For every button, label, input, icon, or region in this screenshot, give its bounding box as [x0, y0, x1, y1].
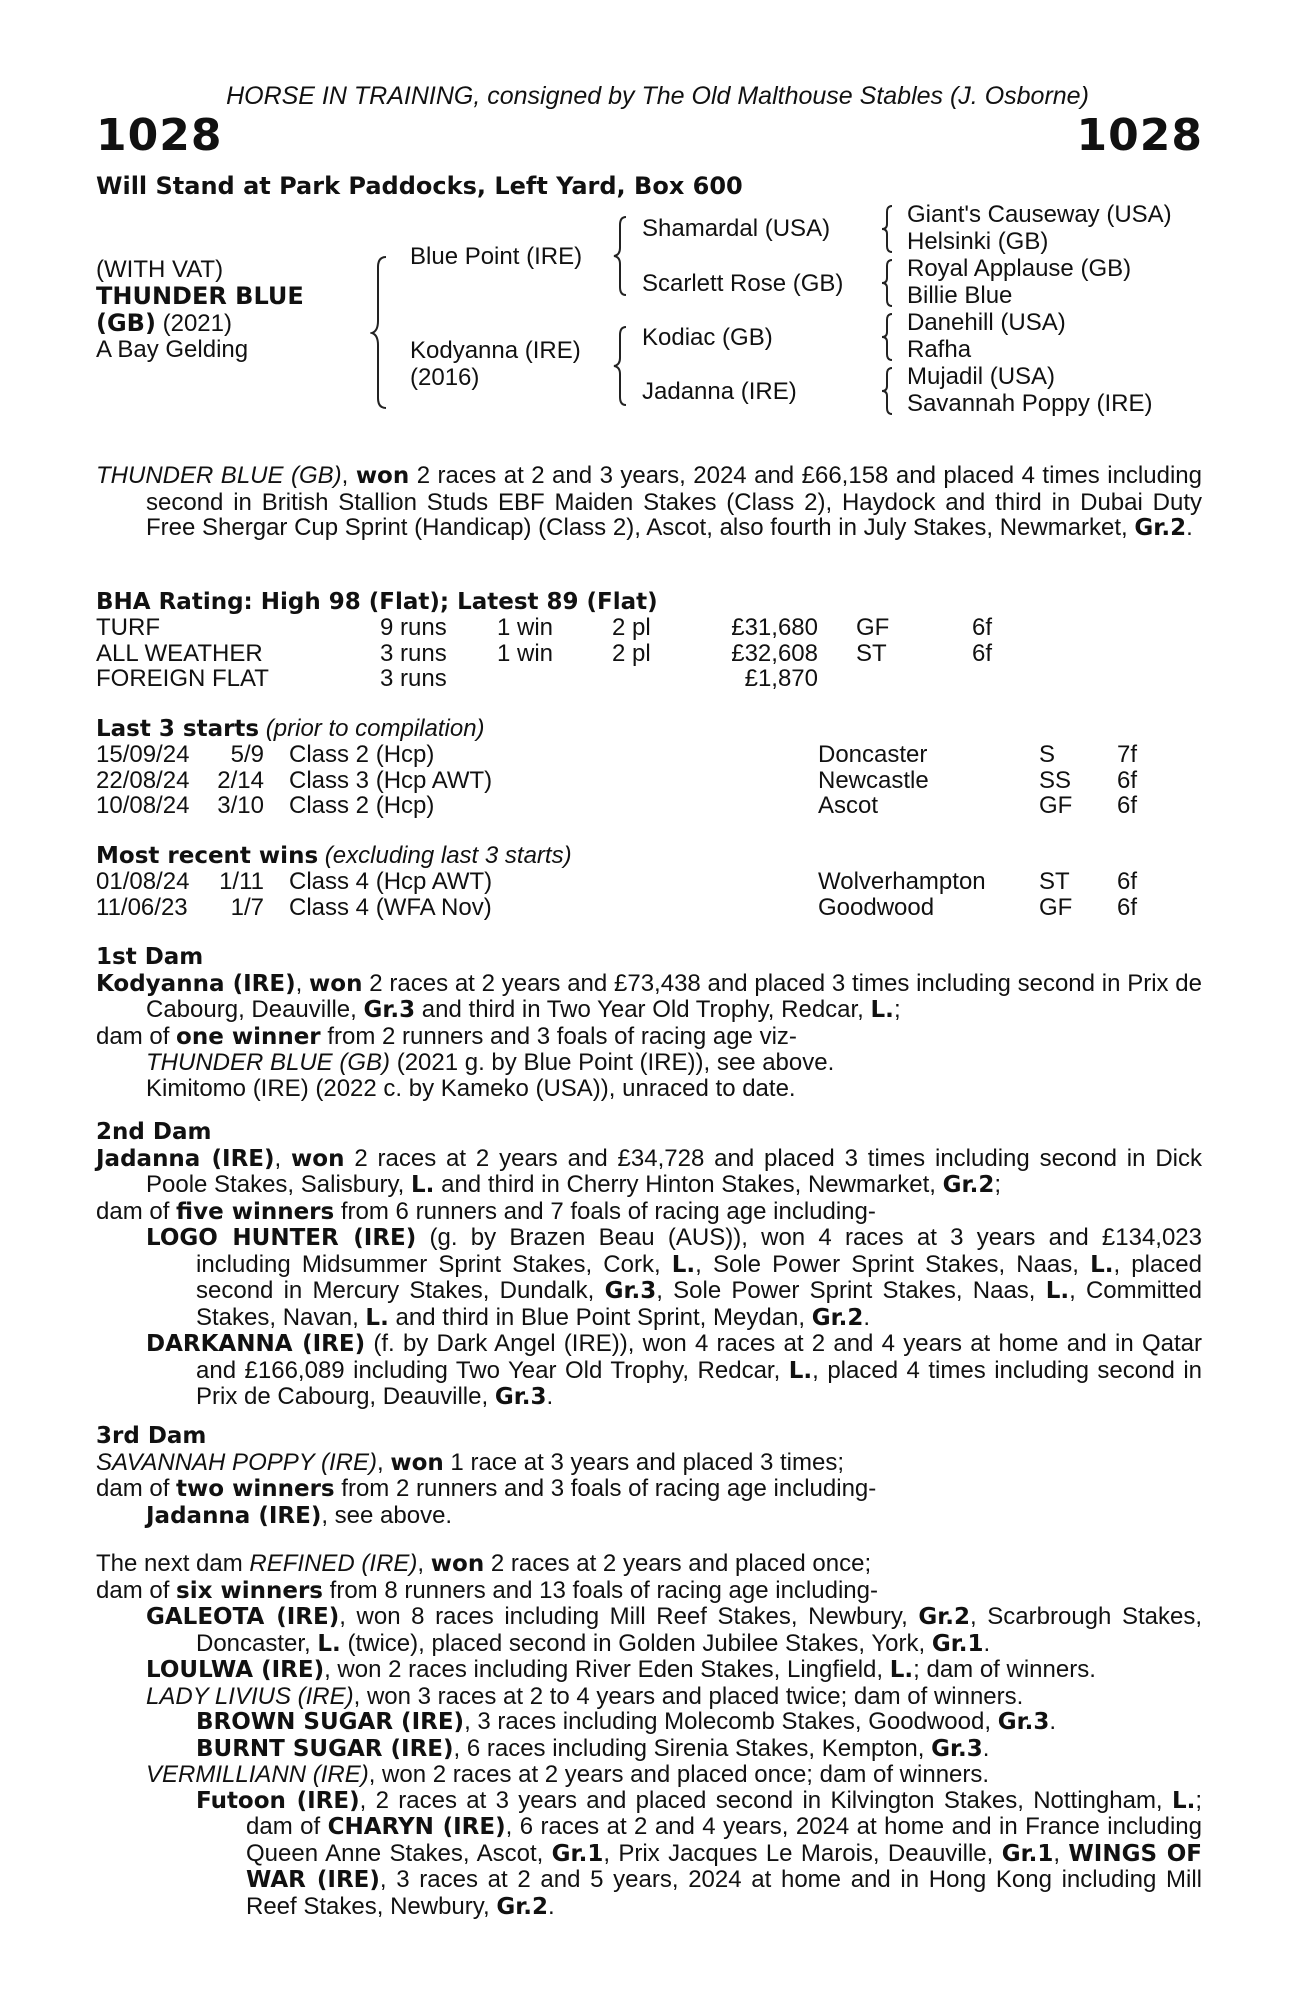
bha-rating-title: BHA Rating: High 98 (Flat); Latest 89 (Flat) — [96, 589, 658, 615]
futoon-name: Futoon (IRE) — [196, 1787, 360, 1814]
pedigree-brace-ds — [880, 312, 894, 362]
brown-sugar-a: , 3 races including Molecomb Stakes, Goodwood, — [464, 1708, 998, 1735]
cell-prize: £32,608 — [731, 639, 818, 667]
futoon-g1: L. — [1171, 1787, 1196, 1814]
next-dam-name: REFINED (IRE) — [249, 1550, 418, 1577]
cell-going: ST — [1039, 868, 1070, 895]
logo-hunter-g1: L. — [671, 1251, 696, 1278]
cell-runs: 3 runs — [380, 639, 447, 667]
pedigree-brace-ss — [880, 204, 894, 254]
first-dam-title: 1st Dam — [96, 944, 204, 970]
pedigree-dss: Danehill (USA) — [907, 309, 1066, 336]
table-row — [0, 792, 1315, 818]
table-row — [0, 767, 1315, 793]
first-dam-section — [96, 945, 1202, 1101]
burnt-sugar-name: BURNT SUGAR (IRE) — [196, 1735, 454, 1762]
last3-subtitle: (prior to compilation) — [259, 715, 485, 742]
dam2-text-b: 2 races at 2 years and £34,728 and placed 3 times including second in Dick Poole Stakes, Salisbury, — [146, 1144, 1202, 1198]
dam1-text-d: ; — [893, 996, 901, 1023]
darkanna-g1: L. — [788, 1357, 813, 1384]
dam2-text-d: ; — [994, 1171, 1002, 1198]
next-dam-intro: The next dam — [96, 1550, 250, 1577]
next-dam-section — [96, 1551, 1202, 1920]
darkanna-name: DARKANNA (IRE) — [146, 1331, 366, 1357]
logo-hunter-g3: Gr.3 — [604, 1278, 657, 1304]
pedigree-brace-dd — [880, 366, 894, 416]
logo-hunter-g2: L. — [1090, 1251, 1114, 1278]
cell-course: Doncaster — [818, 741, 928, 768]
cell-going: GF — [1039, 893, 1073, 921]
pedigree-ds: Kodiac (GB) — [642, 324, 773, 351]
pedigree-sds: Royal Applause (GB) — [907, 255, 1132, 282]
next-dam-damof: dam of — [96, 1576, 177, 1604]
darkanna-end: . — [546, 1383, 554, 1410]
second-dam-section — [96, 1120, 1202, 1411]
loulwa-name: LOULWA (IRE) — [146, 1657, 325, 1683]
dam3-offspring-text: , see above. — [321, 1501, 453, 1529]
cell-pos: 1/7 — [230, 893, 264, 921]
cell-dist: 7f — [1117, 741, 1138, 768]
cell-class: Class 2 (Hcp) — [289, 741, 435, 768]
brown-sugar-end: . — [1049, 1708, 1057, 1735]
pedigree-dsd: Rafha — [907, 336, 972, 363]
dam2-grade2: Gr.2 — [942, 1172, 995, 1198]
cell-course: Wolverhampton — [818, 868, 986, 895]
cell-course: Goodwood — [818, 893, 935, 921]
summary-won: won — [355, 463, 410, 489]
dam1-offspring1-name: THUNDER BLUE (GB) — [146, 1049, 391, 1076]
cell-pl: 2 pl — [612, 639, 651, 667]
dam1-runners: from 2 runners and 3 foals of racing age viz- — [320, 1022, 797, 1050]
cell-class: Class 4 (WFA Nov) — [289, 893, 492, 921]
burnt-sugar-a: , 6 races including Sirenia Stakes, Kempton, — [453, 1734, 932, 1762]
dam1-won: won — [309, 970, 363, 997]
pedigree-brace-sire — [612, 215, 628, 297]
table-row — [0, 614, 1315, 640]
table-row — [0, 741, 1315, 767]
cell-surface: ALL WEATHER — [96, 639, 263, 667]
dam3-offspring-name: Jadanna (IRE) — [146, 1502, 322, 1529]
cell-going: GF — [1039, 792, 1073, 819]
loulwa-a: , won 2 races including River Eden Stakes, Lingfield, — [324, 1656, 890, 1683]
next-dam-comma: , — [417, 1550, 431, 1577]
pedigree-dam: Kodyanna (IRE) — [410, 337, 581, 364]
pedigree-brace-dam — [612, 325, 628, 407]
cell-surface: FOREIGN FLAT — [96, 665, 269, 692]
dam1-name: Kodyanna (IRE) — [96, 970, 296, 997]
futoon-g3: Gr.1 — [1001, 1840, 1054, 1867]
next-dam-text: 2 races at 2 years and placed once; — [484, 1550, 872, 1577]
pedigree-ddd: Savannah Poppy (IRE) — [907, 390, 1153, 417]
third-dam-section — [96, 1424, 1202, 1529]
futoon-b: ; dam of — [246, 1786, 1203, 1840]
futoon-end: . — [548, 1892, 555, 1920]
darkanna-a: (f. by Dark Angel (IRE)), won 4 races at 2 and 4 years at home and in Qatar and £166,089 including Two Year Old Trophy, Redcar, — [196, 1330, 1202, 1384]
futoon-c: , 6 races at 2 and 4 years, 2024 at home and in France including Queen Anne Stakes, Ascot, — [246, 1813, 1202, 1867]
cell-pos: 2/14 — [217, 766, 264, 794]
charyn-name: CHARYN (IRE) — [327, 1814, 506, 1840]
logo-hunter-g4: L. — [1045, 1278, 1070, 1304]
lot-number-left: 1028 — [96, 110, 223, 161]
cell-dist: 6f — [1117, 766, 1138, 794]
pedigree-ss: Shamardal (USA) — [642, 215, 831, 242]
galeota-g2: L. — [317, 1630, 341, 1657]
stand-location: Will Stand at Park Paddocks, Left Yard, Box 600 — [96, 172, 743, 200]
logo-hunter-e: , Committed Stakes, Navan, — [196, 1277, 1202, 1331]
pedigree-sss: Giant's Causeway (USA) — [907, 201, 1172, 228]
second-dam-title: 2nd Dam — [96, 1119, 212, 1145]
vermilliann-name: VERMILLIANN (IRE) — [146, 1761, 369, 1788]
last3-title: Last 3 starts — [96, 716, 260, 742]
pedigree-ssd: Helsinki (GB) — [907, 228, 1049, 255]
brown-sugar-g1: Gr.3 — [997, 1709, 1050, 1735]
logo-hunter-c: , placed second in Mercury Stakes, Dundalk, — [196, 1250, 1202, 1304]
futoon-a: , 2 races at 3 years and placed second in Kilvington Stakes, Nottingham, — [359, 1786, 1172, 1814]
dam2-damof: dam of — [96, 1197, 177, 1225]
pedigree-brace-main — [370, 255, 390, 410]
dam3-text-b: 1 race at 3 years and placed 3 times; — [443, 1448, 844, 1476]
cell-pos: 3/10 — [217, 792, 264, 819]
galeota-b: , Scarbrough Stakes, Doncaster, — [196, 1603, 1202, 1657]
summary-text: 2 races at 2 and 3 years, 2024 and £66,158 and placed 4 times including second in British Stallion Studs EBF Maiden Stakes (Class 2), Haydock and third in Dubai Duty Free Shergar Cup Sprint (Handicap) (Class 2), Ascot, also fourth in July Stakes, Newmarket, — [146, 462, 1202, 541]
pedigree-sd: Scarlett Rose (GB) — [642, 270, 844, 297]
table-row — [0, 665, 1315, 691]
dam1-offspring1-text: (2021 g. by Blue Point (IRE)), see above. — [390, 1049, 835, 1076]
dam2-won: won — [291, 1145, 345, 1172]
cell-dist: 6f — [972, 639, 993, 667]
logo-hunter-b: , Sole Power Sprint Stakes, Naas, — [695, 1250, 1091, 1278]
next-dam-won: won — [430, 1551, 485, 1577]
dam1-text-a: , — [295, 969, 310, 997]
dam2-name: Jadanna (IRE) — [96, 1145, 275, 1172]
cell-class: Class 2 (Hcp) — [289, 792, 435, 819]
futoon-e: , — [1053, 1839, 1069, 1867]
galeota-g3: Gr.1 — [931, 1630, 984, 1657]
recent-wins-subtitle: (excluding last 3 starts) — [318, 842, 572, 869]
loulwa-b: ; dam of winners. — [913, 1656, 1096, 1683]
horse-description: A Bay Gelding — [96, 336, 249, 363]
dam3-name: SAVANNAH POPPY (IRE) — [96, 1448, 377, 1476]
cell-date: 10/08/24 — [96, 792, 190, 819]
futoon-d: , Prix Jacques Le Marois, Deauville, — [603, 1839, 1002, 1867]
cell-dist: 6f — [972, 614, 993, 641]
dam3-winners: two winners — [176, 1476, 335, 1502]
dam1-grade2: L. — [870, 997, 894, 1023]
cell-going: GF — [856, 614, 890, 641]
burnt-sugar-g1: Gr.3 — [931, 1735, 983, 1762]
pedigree-sire: Blue Point (IRE) — [410, 243, 583, 270]
cell-date: 01/08/24 — [96, 868, 190, 895]
logo-hunter-name: LOGO HUNTER (IRE) — [146, 1225, 417, 1251]
cell-prize: £31,680 — [731, 614, 818, 641]
logo-hunter-end: . — [863, 1303, 871, 1331]
futoon-g4: Gr.2 — [496, 1893, 549, 1920]
horse-name: THUNDER BLUE — [96, 282, 304, 310]
cell-wins: 1 win — [497, 639, 554, 667]
logo-hunter-a: (g. by Brazen Beau (AUS)), won 4 races at 3 years and £134,023 including Midsummer Sprint Stakes, Cork, — [196, 1224, 1203, 1278]
cell-pos: 5/9 — [230, 741, 264, 768]
horse-year: (2021) — [155, 310, 232, 337]
next-dam-winners: six winners — [176, 1577, 323, 1604]
cell-going: SS — [1039, 766, 1072, 794]
pedigree-dds: Mujadil (USA) — [907, 363, 1056, 390]
dam3-text-a: , — [376, 1448, 391, 1476]
summary-horse-name: THUNDER BLUE (GB) — [96, 462, 342, 489]
next-dam-runners: from 8 runners and 13 foals of racing age including- — [322, 1576, 878, 1604]
dam2-winners: five winners — [176, 1198, 335, 1225]
dam3-runners: from 2 runners and 3 foals of racing age including- — [334, 1475, 877, 1502]
cell-course: Newcastle — [818, 766, 929, 794]
futoon-f: , 3 races at 2 and 5 years, 2024 at home and in Hong Kong including Mill Reef Stakes, Newbury, — [246, 1866, 1203, 1920]
pedigree-sdd: Billie Blue — [907, 282, 1013, 309]
cell-date: 11/06/23 — [96, 893, 188, 921]
pedigree-brace-sd — [880, 258, 894, 308]
cell-dist: 6f — [1117, 893, 1138, 921]
logo-hunter-g5: L. — [365, 1304, 389, 1331]
cell-pl: 2 pl — [612, 614, 651, 641]
darkanna-b: , placed 4 times including second in Prix de Cabourg, Deauville, — [196, 1356, 1202, 1410]
cell-date: 15/09/24 — [96, 741, 190, 768]
third-dam-title: 3rd Dam — [96, 1423, 207, 1449]
cell-date: 22/08/24 — [96, 766, 190, 794]
recent-wins-heading — [96, 842, 572, 870]
dam1-offspring2: Kimitomo (IRE) (2022 c. by Kameko (USA)), unraced to date. — [146, 1074, 796, 1102]
galeota-g1: Gr.2 — [918, 1604, 971, 1630]
cell-prize: £1,870 — [744, 665, 818, 692]
cell-pos: 1/11 — [219, 868, 264, 895]
galeota-c: (twice), placed second in Golden Jubilee Stakes, York, — [340, 1629, 932, 1657]
lady-livius-name: LADY LIVIUS (IRE) — [146, 1682, 354, 1710]
cell-going: S — [1039, 741, 1056, 768]
dam3-won: won — [390, 1449, 444, 1476]
cell-wins: 1 win — [497, 614, 554, 641]
dam2-runners: from 6 runners and 7 foals of racing age including- — [334, 1197, 876, 1225]
futoon-g2: Gr.1 — [551, 1840, 604, 1867]
recent-wins-title: Most recent wins — [96, 843, 319, 869]
table-row — [0, 868, 1315, 894]
summary-end: . — [1186, 514, 1193, 541]
galeota-a: , won 8 races including Mill Reef Stakes, Newbury, — [339, 1603, 919, 1630]
horse-origin: (GB) — [96, 309, 156, 337]
darkanna-g2: Gr.3 — [494, 1384, 547, 1410]
cell-dist: 6f — [1117, 868, 1138, 895]
pedigree-dd: Jadanna (IRE) — [642, 378, 797, 405]
wings-of-war-name: WINGS OF WAR (IRE) — [246, 1840, 1202, 1893]
logo-hunter-g6: Gr.2 — [811, 1304, 864, 1331]
dam3-damof: dam of — [96, 1475, 177, 1502]
summary-grade: Gr.2 — [1134, 515, 1187, 541]
galeota-end: . — [983, 1629, 991, 1657]
cell-class: Class 3 (Hcp AWT) — [289, 766, 493, 794]
cell-runs: 3 runs — [380, 665, 447, 692]
loulwa-g1: L. — [889, 1657, 914, 1683]
brown-sugar-name: BROWN SUGAR (IRE) — [196, 1709, 465, 1735]
table-row — [0, 640, 1315, 666]
dam1-text-c: and third in Two Year Old Trophy, Redcar, — [415, 996, 871, 1023]
lady-livius-text: , won 3 races at 2 to 4 years and placed twice; dam of winners. — [353, 1682, 1024, 1710]
burnt-sugar-end: . — [982, 1734, 990, 1762]
logo-hunter-d: , Sole Power Sprint Stakes, Naas, — [656, 1277, 1046, 1304]
table-row — [0, 894, 1315, 920]
last3-heading — [96, 715, 485, 743]
galeota-name: GALEOTA (IRE) — [146, 1604, 340, 1630]
dam2-text-c: and third in Cherry Hinton Stakes, Newmarket, — [434, 1171, 943, 1198]
pedigree-dam-year: (2016) — [410, 364, 480, 391]
dam1-winners: one winner — [176, 1023, 321, 1050]
vat-note: (WITH VAT) — [96, 256, 224, 283]
horse-origin-year — [96, 309, 232, 338]
cell-course: Ascot — [818, 792, 879, 819]
dam2-text-a: , — [274, 1144, 292, 1172]
consignment-header: HORSE IN TRAINING, consigned by The Old Malthouse Stables (J. Osborne) — [226, 82, 1089, 110]
dam2-grade1: L. — [411, 1172, 435, 1198]
race-summary: THUNDER BLUE (GB), won 2 races at 2 and 3 years, 2024 and £66,158 and placed 4 times including second in British Stallion Studs EBF Maiden Stakes (Class 2), Haydock and third in Dubai Duty Free Shergar Cup Sprint (Handicap) (Class 2), Ascot, also fourth in July Stakes, Newmarket, Gr.2. — [96, 462, 1202, 541]
cell-dist: 6f — [1117, 792, 1138, 819]
dam1-text-b: 2 races at 2 years and £73,438 and placed 3 times including second in Prix de Cabourg, Deauville, — [146, 969, 1203, 1023]
cell-going: ST — [856, 639, 887, 667]
vermilliann-text: , won 2 races at 2 years and placed once; dam of winners. — [368, 1761, 990, 1788]
dam1-grade1: Gr.3 — [363, 997, 416, 1023]
dam1-damof: dam of — [96, 1022, 177, 1050]
cell-runs: 9 runs — [380, 614, 447, 641]
cell-surface: TURF — [96, 614, 160, 641]
logo-hunter-f: and third in Blue Point Sprint, Meydan, — [388, 1303, 812, 1331]
lot-number-right: 1028 — [1076, 110, 1203, 161]
cell-class: Class 4 (Hcp AWT) — [289, 868, 493, 895]
